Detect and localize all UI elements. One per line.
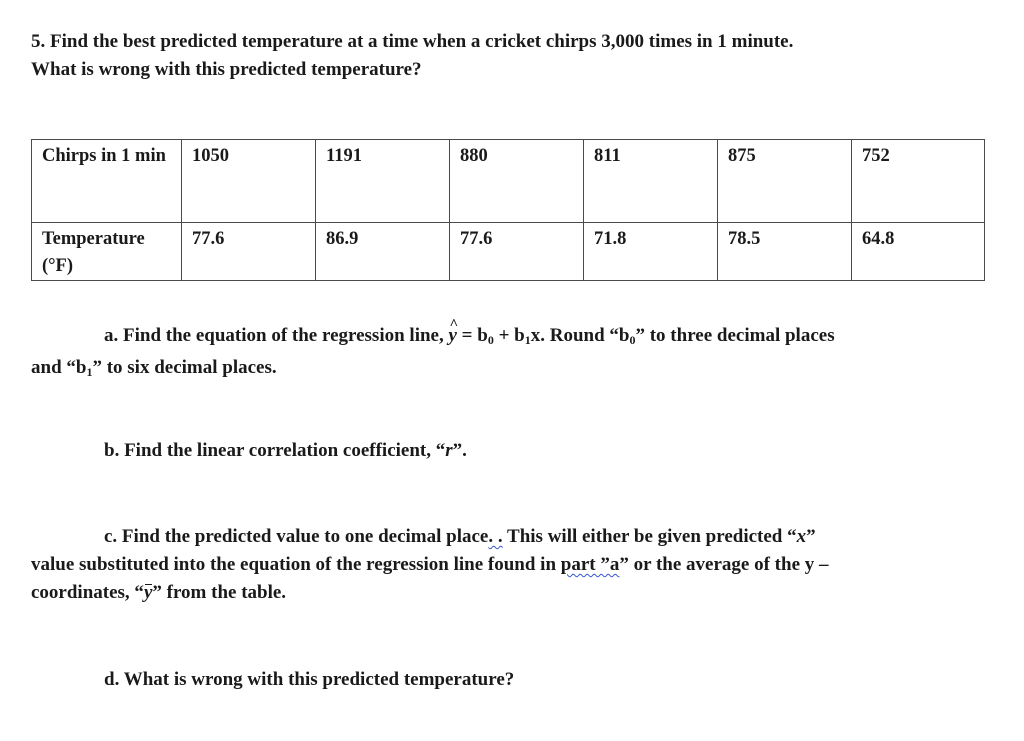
y-hat-symbol: ^ y (448, 322, 456, 350)
part-d-question: d. What is wrong with this predicted temperature? (104, 669, 515, 690)
row-header-chirps: Chirps in 1 min (32, 140, 182, 223)
row-header-temperature: Temperature (°F) (32, 223, 182, 281)
y-bar-symbol: y (144, 579, 152, 607)
part-a-question: a. Find the equation of the regression line, ^ $y = b_0 + b_1x$. Round “$b_0$” to three decimal places and “$b_1$” to six decimal places. (31, 322, 981, 386)
table-cell: 86.9 (316, 223, 450, 281)
table-cell: 880 (450, 140, 584, 223)
r-symbol: r (445, 440, 453, 461)
part-b-question: b. Find the linear correlation coefficient, “r”. (104, 440, 467, 461)
table-cell: 77.6 (450, 223, 584, 281)
table-cell: 1191 (316, 140, 450, 223)
table-cell: 752 (852, 140, 985, 223)
table-cell: 71.8 (584, 223, 718, 281)
question-line-1: 5. Find the best predicted temperature at a time when a cricket chirps 3,000 times in 1 minute. (31, 31, 794, 52)
question-line-2: What is wrong with this predicted temperature? (31, 59, 422, 80)
table-row-chirps (32, 140, 985, 223)
spellcheck-mark: . . (488, 526, 503, 547)
spellcheck-mark: part ”a (560, 554, 620, 575)
table-cell: 811 (584, 140, 718, 223)
question-title (31, 28, 991, 84)
table-cell: 875 (718, 140, 852, 223)
table-row-temperature (32, 223, 985, 281)
part-c-question: c. Find the predicted value to one decimal place. . This will either be given predicted “x” value substituted into the equation of the regression line found in part ”a” or the average of the y – coordinates, “y” from the table. (31, 523, 981, 607)
x-symbol: x (796, 526, 807, 547)
table-cell: 78.5 (718, 223, 852, 281)
table-cell: 64.8 (852, 223, 985, 281)
table-cell: 1050 (182, 140, 316, 223)
table-cell: 77.6 (182, 223, 316, 281)
data-table (31, 139, 985, 281)
